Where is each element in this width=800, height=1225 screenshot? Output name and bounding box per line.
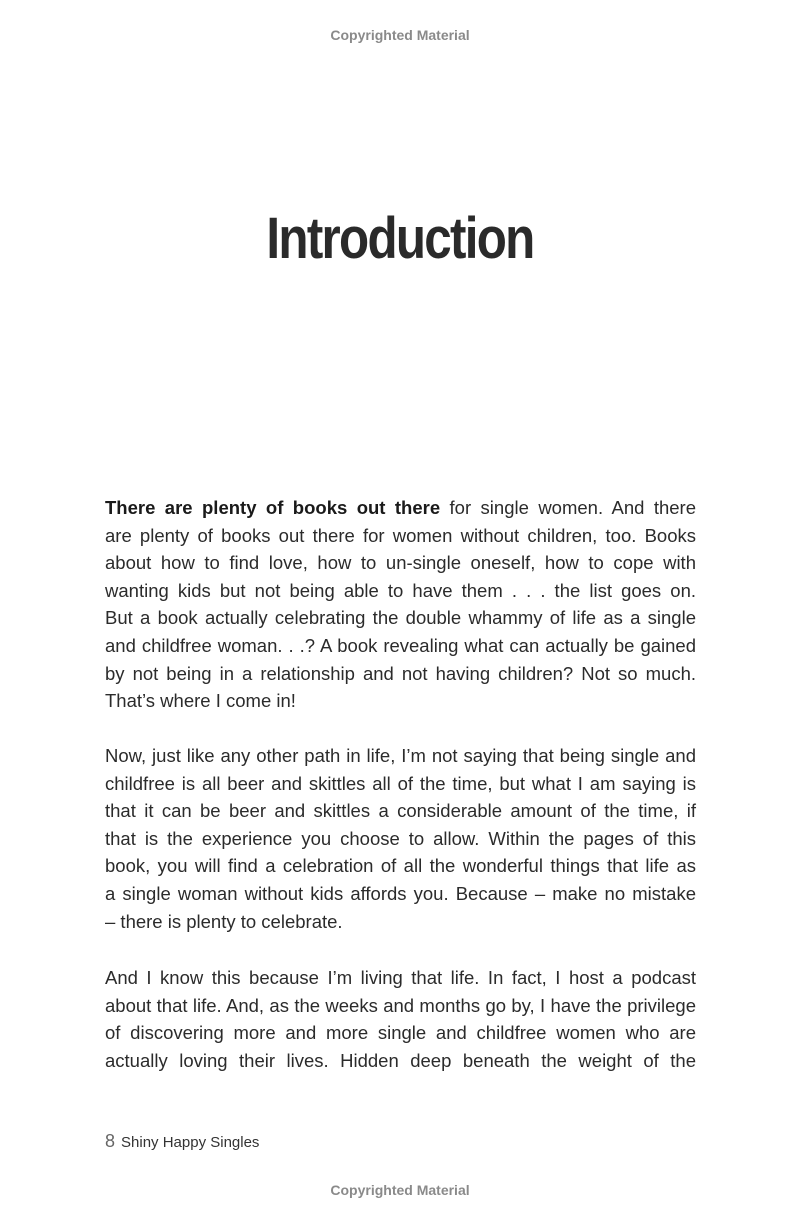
text-line: book, you will find a celebration of all the wonderful things that life as — [105, 855, 696, 877]
running-title: Shiny Happy Singles — [121, 1134, 260, 1151]
page-number: 8 — [105, 1131, 116, 1151]
text-line: But a book actually celebrating the double whammy of life as a single — [105, 607, 696, 629]
text-line: a single woman without kids affords you. Because – make no mistake — [105, 882, 696, 904]
copyright-watermark-top: Copyrighted Material — [330, 27, 470, 43]
text-line: wanting kids but not being able to have them . . . the list goes on. — [105, 579, 696, 601]
paragraph-2 — [105, 742, 696, 935]
text-line: Now, just like any other path in life, I’m not saying that being single and — [105, 745, 696, 766]
text-line: And I know this because I’m living that life. In fact, I host a podcast — [105, 967, 696, 988]
text-line: that it can be beer and skittles a considerable amount of the time, if — [105, 800, 696, 822]
text-line — [105, 494, 696, 522]
text-line: That’s where I come in! — [105, 690, 296, 712]
text-line: actually loving their lives. Hidden deep beneath the weight of the — [105, 1049, 696, 1071]
copyright-watermark-bottom: Copyrighted Material — [330, 1182, 470, 1198]
chapter-title: Introduction — [266, 206, 534, 271]
paragraph-1 — [105, 494, 696, 715]
text-line: and childfree woman. . .? A book revealing what can actually be gained — [105, 634, 696, 656]
text-line: that is the experience you choose to allow. Within the pages of this — [105, 827, 696, 849]
text-line: – there is plenty to celebrate. — [105, 910, 343, 932]
text-line: of discovering more and more single and childfree women who are — [105, 1022, 696, 1044]
text-line: about how to find love, how to un-single oneself, how to cope with — [105, 552, 696, 574]
text-line: by not being in a relationship and not having children? Not so much. — [105, 662, 696, 684]
text-line: are plenty of books out there for women without children, too. Books — [105, 524, 696, 546]
lead-in-bold: There are plenty of books out there — [105, 497, 441, 518]
text-span: for single women. And there — [440, 497, 697, 518]
page-footer — [105, 1131, 259, 1152]
text-line: about that life. And, as the weeks and months go by, I have the privilege — [105, 994, 696, 1016]
text-line: childfree is all beer and skittles all of the time, but what I am saying is — [105, 772, 696, 794]
paragraph-3 — [105, 964, 696, 1074]
